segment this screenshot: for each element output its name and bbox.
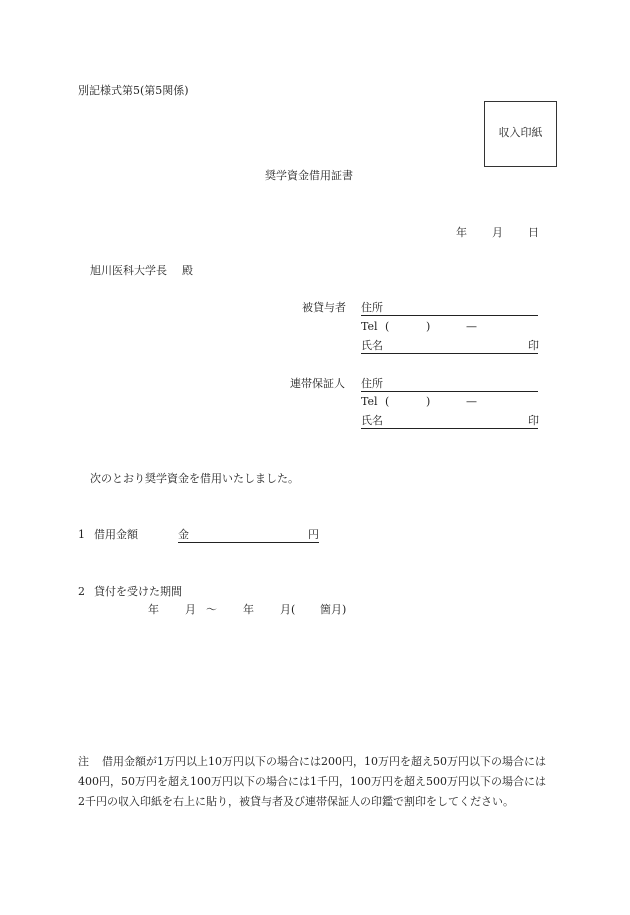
guarantor-tel-dash: — — [466, 395, 477, 408]
borrower-address-line — [361, 315, 538, 316]
borrower-tel-close: ) — [426, 320, 431, 333]
addressee-honorific: 殿 — [182, 264, 193, 277]
guarantor-address-label: 住所 — [361, 377, 383, 390]
guarantor-tel-close: ) — [426, 395, 431, 408]
guarantor-tel-label: Tel — [361, 395, 378, 408]
period-to-month: 月( — [280, 603, 296, 616]
document-title: 奨学資金借用証書 — [265, 169, 353, 182]
guarantor-tel-open: ( — [385, 395, 390, 408]
borrower-name-line — [361, 353, 538, 354]
item2-label: 貸付を受けた期間 — [94, 585, 182, 598]
item1-unit: 円 — [308, 528, 319, 541]
guarantor-name-label: 氏名 — [361, 414, 383, 427]
loan-statement: 次のとおり奨学資金を借用いたしました。 — [90, 472, 299, 485]
borrower-address-label: 住所 — [361, 301, 383, 314]
borrower-tel-open: ( — [385, 320, 390, 333]
revenue-stamp-box — [484, 101, 557, 167]
item1-prefix: 金 — [178, 528, 189, 541]
borrower-tel-dash: — — [466, 320, 477, 333]
borrower-tel-label: Tel — [361, 320, 378, 333]
period-from-year: 年 — [148, 603, 159, 616]
addressee-name: 旭川医科大学長 — [90, 264, 167, 277]
date-month: 月 — [492, 226, 503, 239]
guarantor-seal: 印 — [528, 414, 539, 427]
period-to-year: 年 — [243, 603, 254, 616]
borrower-role: 被貸与者 — [302, 301, 346, 314]
loan-amount-line — [178, 542, 319, 543]
item2-number: 2 — [78, 585, 85, 598]
item1-label: 借用金額 — [94, 528, 138, 541]
borrower-seal: 印 — [528, 339, 539, 352]
guarantor-name-line — [361, 428, 538, 429]
revenue-stamp-label: 収入印紙 — [498, 126, 543, 139]
date-day: 日 — [528, 226, 539, 239]
guarantor-address-line — [361, 391, 538, 392]
borrower-name-label: 氏名 — [361, 339, 383, 352]
note-text: 借用金額が1万円以上10万円以下の場合には200円，10万円を超え50万円以下の場合には400円，50万円を超え100万円以下の場合には1千円，100万円を超え500万円以下の場合には2千円の収入印紙を右上に貼り，被貸与者及び連帯保証人の印鑑で割印をしてください。 — [78, 755, 546, 808]
period-months: 箇月) — [320, 603, 347, 616]
guarantor-role: 連帯保証人 — [290, 377, 345, 390]
item1-number: 1 — [78, 528, 85, 541]
period-from-month: 月 — [185, 603, 196, 616]
date-year: 年 — [456, 226, 467, 239]
period-tilde: 〜 — [206, 603, 217, 616]
note-mark: 注 — [78, 755, 89, 768]
form-id: 別記様式第5(第5関係) — [78, 84, 189, 97]
